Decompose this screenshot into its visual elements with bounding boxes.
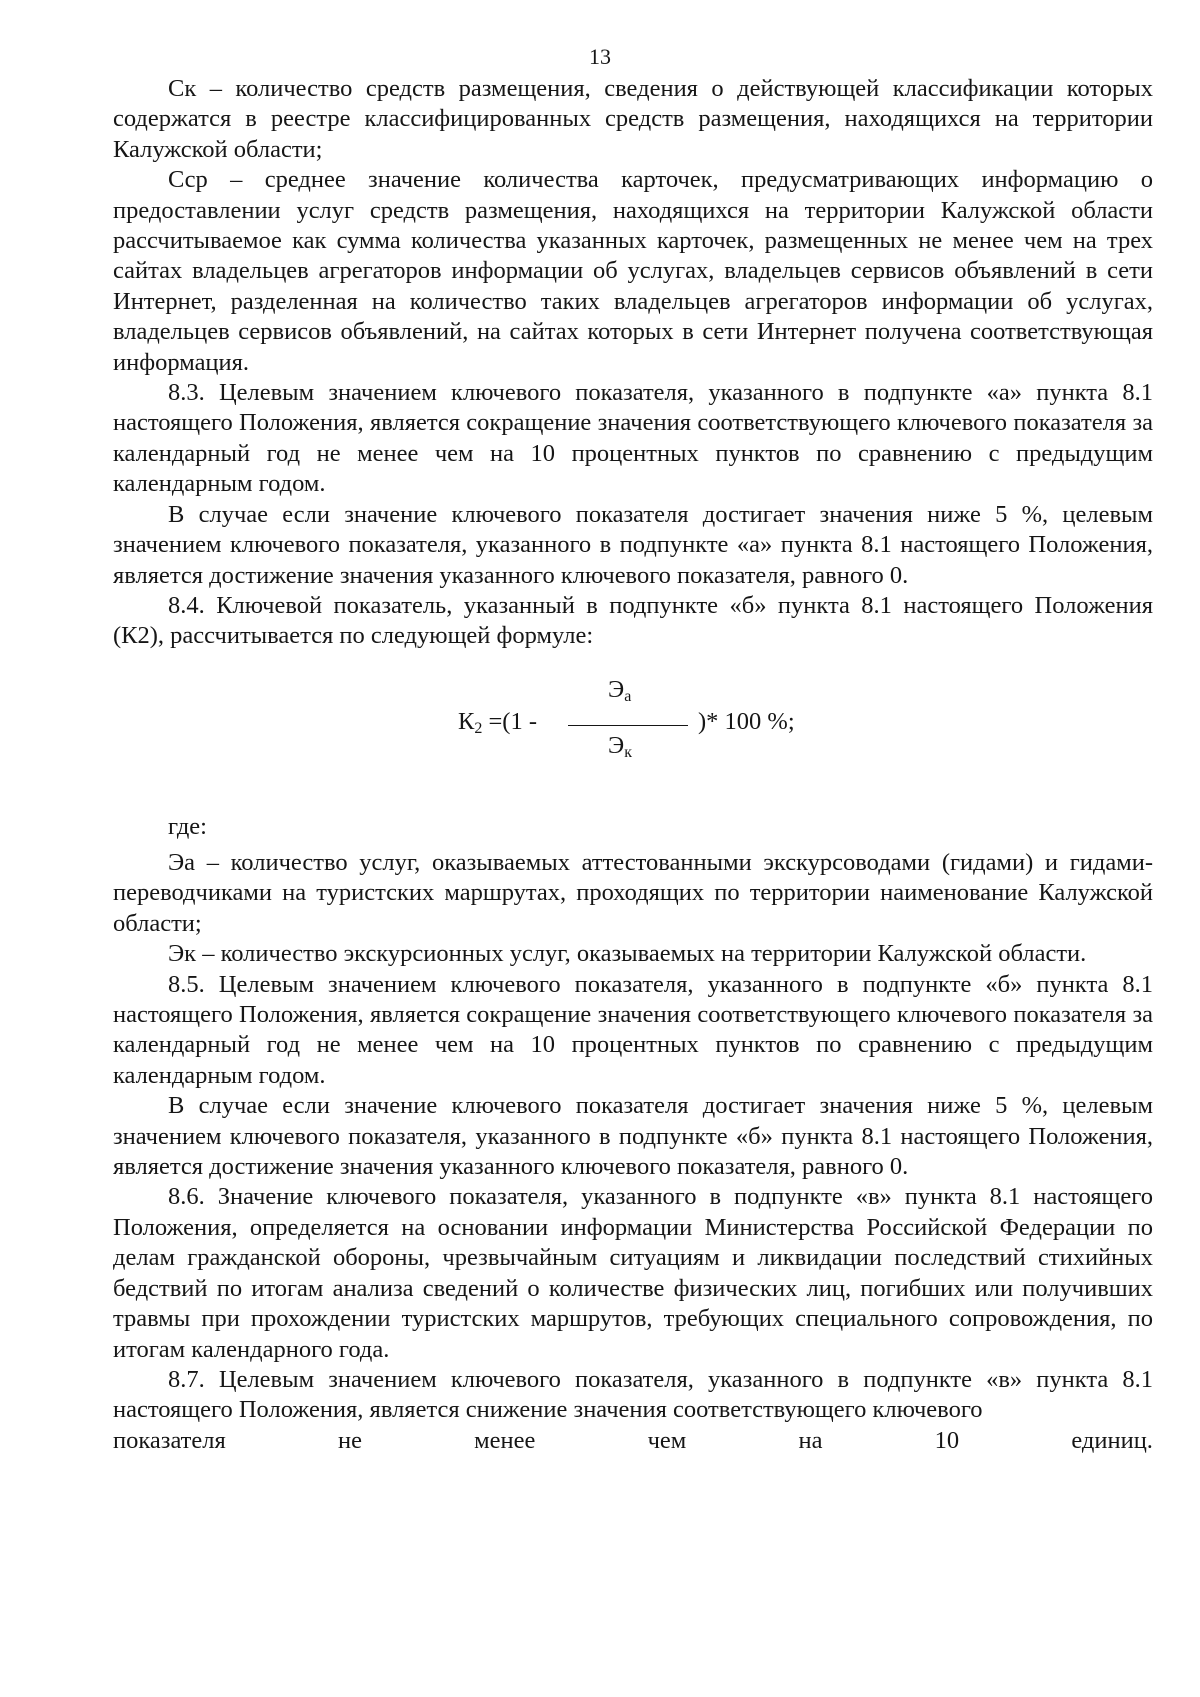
word: единиц.	[1071, 1426, 1153, 1454]
paragraph-8-4: 8.4. Ключевой показатель, указанный в подпункте «б» пункта 8.1 настоящего Положения (К2), рассчитывается по следующей формуле:	[113, 591, 1153, 650]
paragraph-ea-definition: Эа – количество услуг, оказываемых аттестованными экскурсоводами (гидами) и гидами-переводчиками на туристских маршрутах, проходящих по территории наименование Калужской области;	[113, 849, 1153, 937]
where-label: где:	[168, 813, 207, 840]
formula-rhs: )* 100 %;	[698, 708, 795, 735]
formula-denominator	[608, 732, 632, 760]
page-number: 13	[589, 44, 611, 69]
word: показателя	[113, 1426, 226, 1454]
paragraph-8-3: 8.3. Целевым значением ключевого показателя, указанного в подпункте «а» пункта 8.1 настоящего Положения, является сокращение значения соответствующего ключевого показателя за календарный год не менее чем на 10 процентных пунктов по сравнению с предыдущим календарным годом.	[113, 379, 1153, 498]
text-block-top	[113, 74, 1153, 652]
paragraph-8-5: 8.5. Целевым значением ключевого показателя, указанного в подпункте «б» пункта 8.1 настоящего Положения, является сокращение значения соответствующего ключевого показателя за календарный год не менее чем на 10 процентных пунктов по сравнению с предыдущим календарным годом.	[113, 970, 1153, 1089]
word: 10	[934, 1426, 960, 1454]
paragraph-8-3-case: В случае если значение ключевого показателя достигает значения ниже 5 %, целевым значением ключевого показателя, указанного в подпункте «а» пункта 8.1 настоящего Положения, является достижение значения указанного ключевого показателя, равного 0.	[113, 500, 1153, 589]
paragraph-8-7: 8.7. Целевым значением ключевого показателя, указанного в подпункте «в» пункта 8.1 настоящего Положения, является снижение значения соответствующего ключевого	[113, 1365, 1153, 1424]
paragraph-8-7-last-line	[113, 1426, 1153, 1456]
paragraph-8-6: 8.6. Значение ключевого показателя, указанного в подпункте «в» пункта 8.1 настоящего Положения, определяется на основании информации Министерства Российской Федерации по делам гражданской обороны, чрезвычайным ситуациям и ликвидации последствий стихийных бедствий по итогам анализа сведений о количестве физических лиц, погибших или получивших травмы при прохождении туристских маршрутов, требующих специального сопровождения, по итогам календарного года.	[113, 1183, 1153, 1363]
word: не	[337, 1426, 362, 1454]
word: чем	[647, 1426, 687, 1454]
text-block-bottom	[113, 848, 1153, 1456]
paragraph-sk-definition: Ск – количество средств размещения, сведения о действующей классификации которых содержатся в реестре классифицированных средств размещения, находящихся на территории Калужской области;	[113, 75, 1153, 163]
formula-denominator-letter: Э	[608, 732, 625, 759]
word: на	[798, 1426, 823, 1454]
formula-numerator-letter: Э	[608, 676, 625, 703]
formula-numerator-subscript: а	[624, 688, 632, 705]
word: менее	[474, 1426, 536, 1454]
formula-lhs-subscript: 2	[474, 720, 483, 737]
formula-lhs	[458, 708, 537, 736]
formula-denominator-subscript: к	[624, 744, 632, 761]
formula-fraction-line	[568, 725, 688, 726]
paragraph-ssr-definition: Сср – среднее значение количества карточек, предусматривающих информацию о предоставлении услуг средств размещения, находящихся на территории Калужской области рассчитываемое как сумма количества указанных карточек, размещенных не менее чем на трех сайтах владельцев агрегаторов информации об услугах, владельцев сервисов объявлений в сети Интернет, разделенная на количество таких владельцев агрегаторов информации об услугах, владельцев сервисов объявлений, на сайтах которых в сети Интернет получена соответствующая информация.	[113, 166, 1153, 376]
paragraph-8-5-case: В случае если значение ключевого показателя достигает значения ниже 5 %, целевым значением ключевого показателя, указанного в подпункте «б» пункта 8.1 настоящего Положения, является достижение значения указанного ключевого показателя, равного 0.	[113, 1092, 1153, 1181]
formula-numerator	[608, 676, 631, 704]
formula-lhs-rest: =(1 -	[482, 708, 537, 735]
paragraph-ek-definition: Эк – количество экскурсионных услуг, оказываемых на территории Калужской области.	[168, 940, 1087, 968]
formula-lhs-letter: К	[458, 708, 475, 735]
